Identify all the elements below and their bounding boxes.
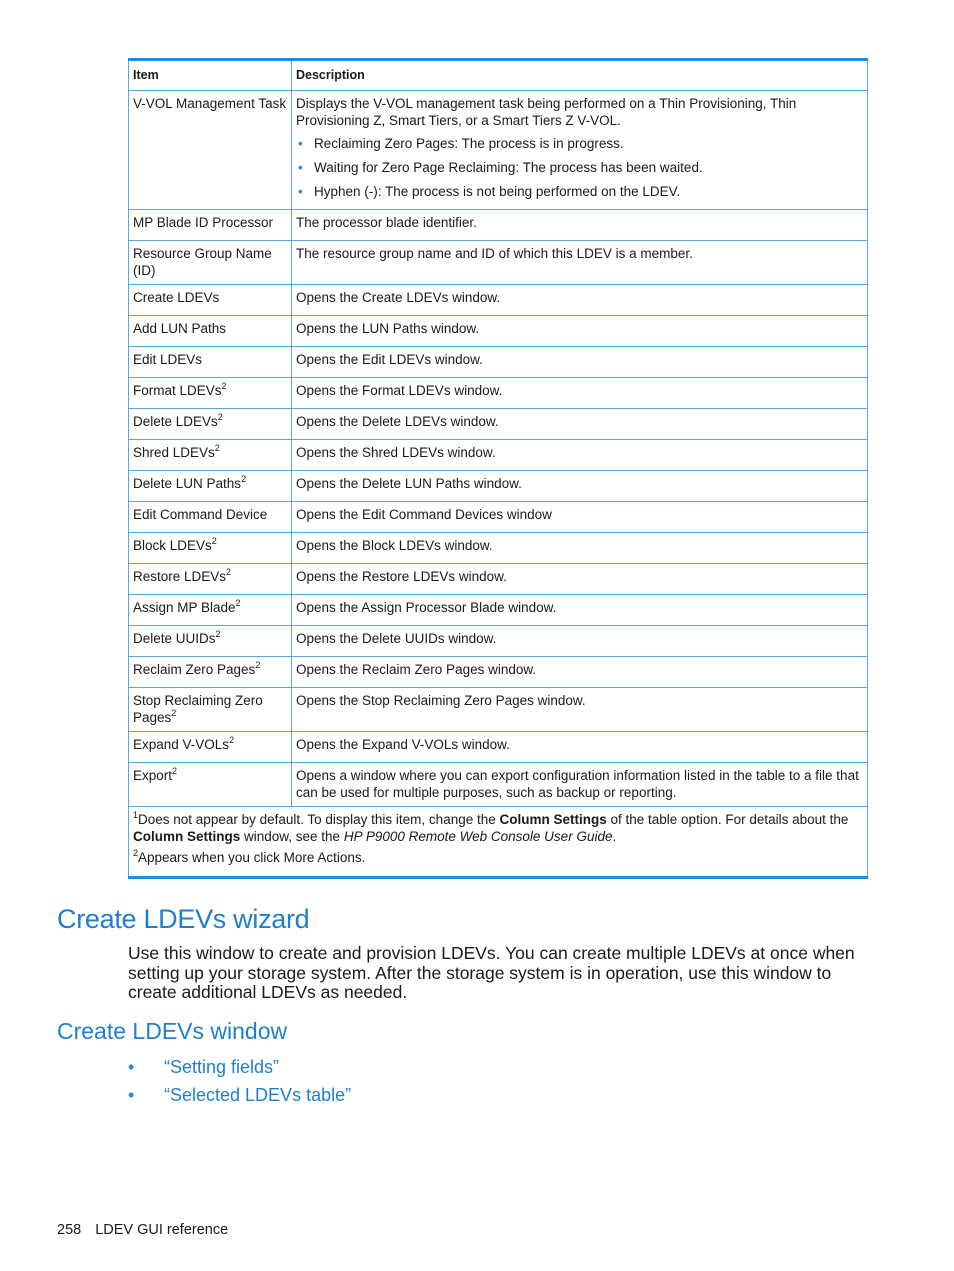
row-description (292, 91, 868, 210)
row-item: Edit Command Device (129, 502, 292, 533)
vvol-status-list (296, 135, 863, 200)
row-description: Opens the Edit LDEVs window. (292, 347, 868, 378)
table-footnotes (129, 807, 868, 878)
list-item (128, 1084, 351, 1112)
link-setting-fields[interactable]: “Setting fields” (164, 1057, 280, 1077)
row-item: Create LDEVs (129, 285, 292, 316)
table-row (129, 210, 868, 241)
user-guide-reference: HP P9000 Remote Web Console User Guide (343, 829, 613, 844)
table-row (129, 440, 868, 471)
row-description: Opens the Edit Command Devices window (292, 502, 868, 533)
table-row (129, 533, 868, 564)
table-row (129, 626, 868, 657)
row-item: Format LDEVs$^2$ (129, 378, 292, 409)
table-row (129, 502, 868, 533)
row-item: Delete LDEVs$^2$ (129, 409, 292, 440)
row-description: Opens the Delete LDEVs window. (292, 409, 868, 440)
row-item: V-VOL Management Task (129, 91, 292, 210)
row-description: Opens the Delete LUN Paths window. (292, 471, 868, 502)
list-item (128, 1056, 351, 1084)
footnote-2: $^2$Appears when you click More Actions. (133, 847, 366, 865)
row-description: Opens the Delete UUIDs window. (292, 626, 868, 657)
table-row (129, 378, 868, 409)
ldev-items-table (128, 58, 868, 879)
row-description: The resource group name and ID of which this LDEV is a member. (292, 241, 868, 285)
bullet-icon: • (128, 1057, 135, 1077)
table-row (129, 316, 868, 347)
row-item: Delete UUIDs$^2$ (129, 626, 292, 657)
footnotes-row (129, 807, 868, 878)
list-item: • Reclaiming Zero Pages: The process is in progress. (314, 135, 863, 152)
row-item: Shred LDEVs$^2$ (129, 440, 292, 471)
bullet-icon: • (128, 1085, 135, 1105)
reference-table-container (128, 58, 868, 879)
row-description: Opens the Restore LDEVs window. (292, 564, 868, 595)
row-description: Opens the Assign Processor Blade window. (292, 595, 868, 626)
list-item: • Waiting for Zero Page Reclaiming: The process has been waited. (314, 159, 863, 176)
subsection-title: Create LDEVs window (57, 1018, 288, 1044)
row-description: The processor blade identifier. (292, 210, 868, 241)
footnote-1: $^1$Does not appear by default. To display this item, change the Column Settings of the table option. For details about the Column Settings window, see the HP P9000 Remote Web Console User Guide. (133, 809, 849, 844)
table-row (129, 763, 868, 807)
row-description: Opens the LUN Paths window. (292, 316, 868, 347)
vvol-intro: Displays the V-VOL management task being performed on a Thin Provisioning, Thin Provisioning Z, Smart Tiers, or a Smart Tiers Z V-VOL. (296, 96, 797, 128)
table-row (129, 471, 868, 502)
table-row (129, 241, 868, 285)
row-description: Opens a window where you can export configuration information listed in the table to a file that can be used for multiple purposes, such as backup or reporting. (292, 763, 868, 807)
row-description: Opens the Shred LDEVs window. (292, 440, 868, 471)
row-item: Block LDEVs$^2$ (129, 533, 292, 564)
row-description: Opens the Block LDEVs window. (292, 533, 868, 564)
row-description: Opens the Format LDEVs window. (292, 378, 868, 409)
row-item: Assign MP Blade$^2$ (129, 595, 292, 626)
table-row (129, 409, 868, 440)
table-row (129, 732, 868, 763)
row-item: Add LUN Paths (129, 316, 292, 347)
row-item: Export$^2$ (129, 763, 292, 807)
header-description: Description (292, 60, 868, 91)
row-item: Resource Group Name (ID) (129, 241, 292, 285)
subsection-links (128, 1056, 351, 1112)
row-item: MP Blade ID Processor (129, 210, 292, 241)
section-body: Use this window to create and provision LDEVs. You can create multiple LDEVs at once when setting up your storage system. After the storage system is in operation, use this window to create additional LDEVs as needed. (128, 943, 855, 1002)
table-row (129, 688, 868, 732)
row-item: Restore LDEVs$^2$ (129, 564, 292, 595)
page-footer (57, 1222, 228, 1238)
row-item: Delete LUN Paths$^2$ (129, 471, 292, 502)
row-item: Reclaim Zero Pages$^2$ (129, 657, 292, 688)
table-row (129, 91, 868, 210)
chapter-title: LDEV GUI reference (95, 1222, 229, 1238)
row-item: Stop Reclaiming Zero Pages$^2$ (129, 688, 292, 732)
link-selected-ldevs-table[interactable]: “Selected LDEVs table” (164, 1085, 352, 1105)
table-header-row (129, 60, 868, 91)
row-item: Expand V-VOLs$^2$ (129, 732, 292, 763)
row-description: Opens the Expand V-VOLs window. (292, 732, 868, 763)
table-row (129, 285, 868, 316)
section-title: Create LDEVs wizard (57, 904, 310, 934)
list-item: • Hyphen (-): The process is not being performed on the LDEV. (314, 183, 863, 200)
table-row (129, 564, 868, 595)
row-description: Opens the Create LDEVs window. (292, 285, 868, 316)
header-item: Item (129, 60, 292, 91)
row-description: Opens the Stop Reclaiming Zero Pages window. (292, 688, 868, 732)
row-description: Opens the Reclaim Zero Pages window. (292, 657, 868, 688)
page-number: 258 (57, 1222, 82, 1238)
row-item: Edit LDEVs (129, 347, 292, 378)
table-row (129, 657, 868, 688)
table-row (129, 595, 868, 626)
table-row (129, 347, 868, 378)
